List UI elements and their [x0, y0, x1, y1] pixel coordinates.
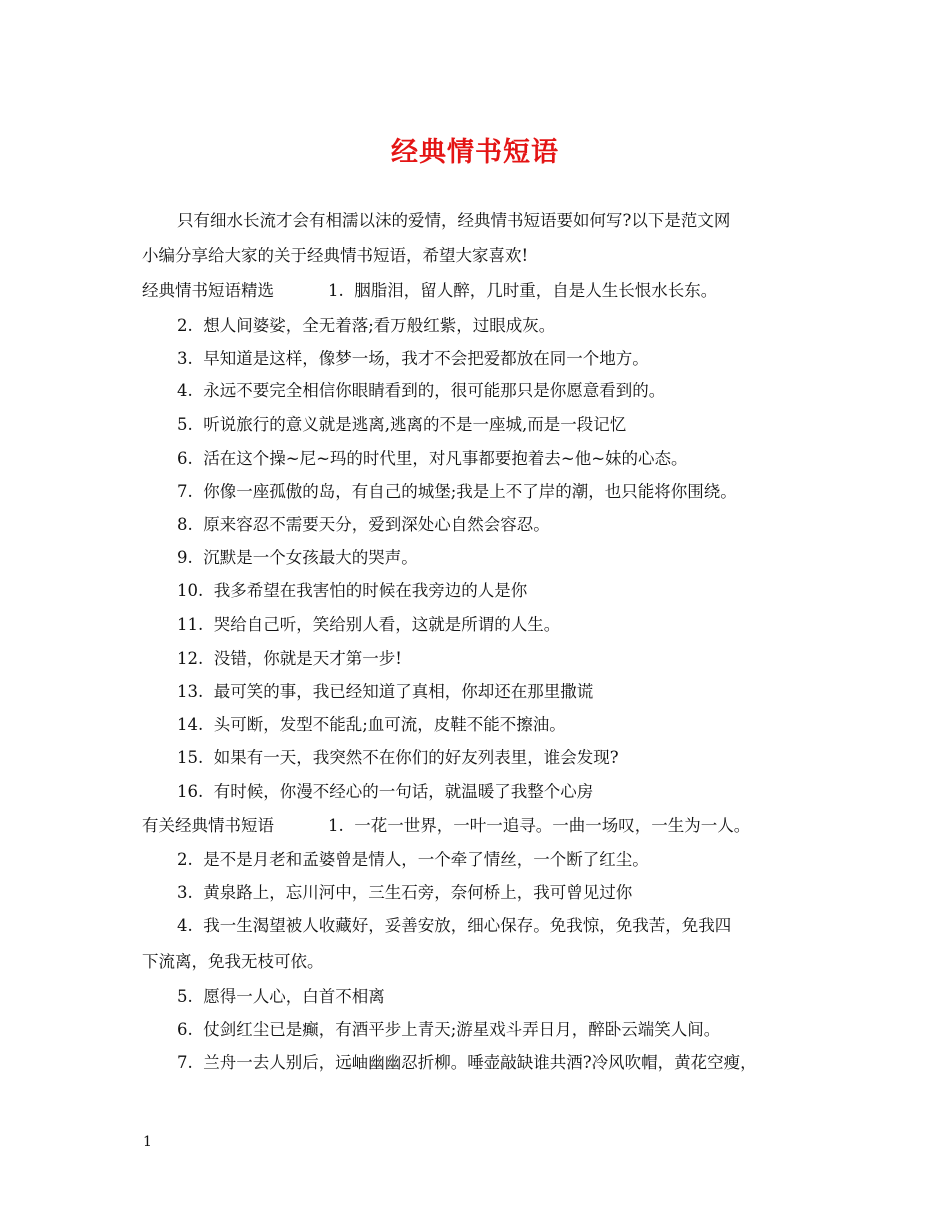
list-item — [177, 580, 527, 602]
item-number: 4. — [177, 381, 193, 400]
list-item — [177, 681, 593, 703]
item-number: 16. — [177, 782, 204, 801]
item-number: 13. — [177, 682, 204, 701]
list-item — [177, 448, 688, 470]
item-number: 6. — [177, 449, 193, 468]
list-item — [177, 547, 418, 569]
list-item — [177, 1052, 757, 1074]
list-item — [177, 882, 632, 904]
item-text: 哭给自己听，笑给别人看，这就是所谓的人生。 — [213, 615, 561, 634]
list-item — [177, 849, 649, 871]
item-text: 早知道是这样，像梦一场，我才不会把爱都放在同一个地方。 — [203, 349, 649, 368]
list-item — [177, 614, 560, 636]
item-text: 黄泉路上，忘川河中，三生石旁，奈何桥上，我可曾见过你 — [203, 883, 633, 902]
item-text: 没错，你就是天才第一步! — [213, 649, 402, 668]
list-item — [177, 781, 593, 803]
list-item — [177, 747, 619, 769]
item-number: 1. — [328, 816, 344, 835]
item-text: 如果有一天，我突然不在你们的好友列表里，谁会发现? — [213, 748, 619, 767]
item-number: 7. — [177, 482, 193, 501]
item-number: 5. — [177, 987, 193, 1006]
item-text: 仗剑红尘已是癫，有酒平步上青天;游星戏斗弄日月，醉卧云端笑人间。 — [203, 1020, 721, 1039]
item-text: 你像一座孤傲的岛，有自己的城堡;我是上不了岸的潮，也只能将你围绕。 — [203, 482, 737, 501]
item-text: 一花一世界，一叶一追寻。一曲一场叹，一生为一人。 — [354, 816, 751, 835]
item-text: 我多希望在我害怕的时候在我旁边的人是你 — [213, 581, 528, 600]
page-number: 1 — [143, 1134, 152, 1150]
item-number: 10. — [177, 581, 204, 600]
list-item — [177, 380, 665, 402]
item-text: 胭脂泪，留人醉，几时重，自是人生长恨水长东。 — [354, 281, 718, 300]
list-item — [177, 414, 626, 436]
item-number: 4. — [177, 916, 193, 935]
list-item — [142, 280, 717, 302]
item-text: 最可笑的事，我已经知道了真相，你却还在那里撒谎 — [213, 682, 594, 701]
item-number: 2. — [177, 316, 193, 335]
item-number: 9. — [177, 548, 193, 567]
intro-paragraph-line: 只有细水长流才会有相濡以沫的爱情，经典情书短语要如何写?以下是范文网 — [177, 211, 731, 230]
list-item — [177, 315, 555, 337]
document-title: 经典情书短语 — [391, 137, 559, 168]
item-text: 想人间婆娑，全无着落;看万般红紫，过眼成灰。 — [203, 316, 556, 335]
list-item — [177, 915, 731, 937]
item-number: 8. — [177, 515, 193, 534]
item-text: 头可断，发型不能乱;血可流，皮鞋不能不擦油。 — [213, 715, 566, 734]
item-number: 3. — [177, 349, 193, 368]
item-number: 11. — [177, 615, 204, 634]
item-number: 12. — [177, 649, 204, 668]
item-text: 听说旅行的意义就是逃离,逃离的不是一座城,而是一段记忆 — [203, 415, 627, 434]
list-item — [177, 514, 550, 536]
item-number: 1. — [328, 281, 344, 300]
item-text: 是不是月老和孟婆曾是情人，一个牵了情丝，一个断了红尘。 — [203, 850, 649, 869]
item-number: 7. — [177, 1053, 193, 1072]
item-text: 兰舟一去人别后，远岫幽幽忍折柳。唾壶敲缺谁共酒?冷风吹帽，黄花空瘦， — [203, 1053, 757, 1072]
list-item-continuation: 下流离，免我无枝可依。 — [142, 952, 324, 971]
item-number: 6. — [177, 1020, 193, 1039]
item-text: 原来容忍不需要天分，爱到深处心自然会容忍。 — [203, 515, 550, 534]
item-text: 永远不要完全相信你眼睛看到的，很可能那只是你愿意看到的。 — [203, 381, 666, 400]
item-number: 3. — [177, 883, 193, 902]
list-item — [177, 481, 737, 503]
list-item — [142, 815, 750, 837]
list-item — [177, 648, 402, 670]
item-text: 沉默是一个女孩最大的哭声。 — [203, 548, 418, 567]
list-item — [177, 714, 566, 736]
item-text: 有时候，你漫不经心的一句话，就温暖了我整个心房 — [213, 782, 594, 801]
item-number: 2. — [177, 850, 193, 869]
item-text: 活在这个操~尼~玛的时代里，对凡事都要抱着去~他~妹的心态。 — [203, 449, 688, 468]
list-item — [177, 986, 385, 1008]
item-number: 14. — [177, 715, 204, 734]
section-heading: 有关经典情书短语 — [142, 816, 274, 835]
intro-paragraph-line: 小编分享给大家的关于经典情书短语，希望大家喜欢! — [142, 246, 529, 265]
item-text: 愿得一人心，白首不相离 — [203, 987, 385, 1006]
item-number: 5. — [177, 415, 193, 434]
item-text: 我一生渴望被人收藏好，妥善安放，细心保存。免我惊，免我苦，免我四 — [203, 916, 732, 935]
item-number: 15. — [177, 748, 204, 767]
list-item — [177, 1019, 720, 1041]
section-heading: 经典情书短语精选 — [142, 281, 274, 300]
list-item — [177, 348, 649, 370]
